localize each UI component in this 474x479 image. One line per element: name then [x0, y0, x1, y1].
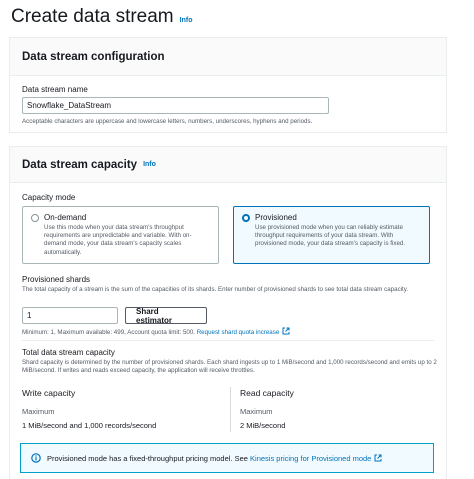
- write-capacity-value: 1 MiB/second and 1,000 records/second: [22, 421, 157, 430]
- write-capacity-title: Write capacity: [22, 388, 76, 398]
- config-panel-header: [10, 38, 446, 76]
- provisioned-tile[interactable]: [233, 206, 430, 264]
- read-capacity-title: Read capacity: [240, 388, 294, 398]
- page-title: Create data stream: [11, 6, 174, 27]
- capacity-info-link[interactable]: Info: [143, 161, 156, 168]
- total-capacity-title: Total data stream capacity: [22, 348, 115, 357]
- capacity-panel: [9, 146, 447, 479]
- kinesis-pricing-link[interactable]: Kinesis pricing for Provisioned mode: [250, 453, 372, 463]
- write-capacity-label: Maximum: [22, 407, 55, 416]
- section-divider: [22, 340, 434, 341]
- total-capacity-description: Shard capacity is determined by the number of provisioned shards. Each shard ingests up to 1 MiB/second and 1,000 records/second and emits up to 2 MiB/second. If writes and reads exceed capacity, the application will receive throttles.: [22, 359, 437, 375]
- on-demand-description: Use this mode when your data stream's throughput requirements are unpredictable and variable. With on-demand mode, your data stream's capacity scales automatically.: [44, 224, 192, 256]
- info-icon: [31, 453, 41, 463]
- on-demand-title: On-demand: [44, 213, 87, 222]
- provisioned-title: Provisioned: [255, 213, 297, 222]
- external-link-icon: [374, 454, 382, 462]
- stream-name-label: Data stream name: [22, 85, 88, 94]
- page-header: [11, 6, 192, 28]
- external-link-icon: [282, 327, 290, 335]
- pricing-info-text: [47, 454, 382, 463]
- on-demand-tile[interactable]: [22, 206, 219, 264]
- capacity-panel-title: Data stream capacity: [22, 158, 138, 171]
- shards-label: Provisioned shards: [22, 275, 91, 284]
- config-panel-title: Data stream configuration: [22, 50, 165, 63]
- stream-name-hint: Acceptable characters are uppercase and lowercase letters, numbers, underscores, hyphens and periods.: [22, 118, 313, 125]
- capacity-panel-header: [10, 147, 446, 183]
- on-demand-radio[interactable]: [31, 214, 39, 222]
- read-capacity-value: 2 MiB/second: [240, 421, 286, 430]
- pricing-info-message: Provisioned mode has a fixed-throughput pricing model. See: [47, 453, 248, 463]
- shards-input[interactable]: 1: [22, 307, 118, 324]
- shard-estimator-button[interactable]: Shard estimator: [125, 307, 207, 324]
- pricing-info-alert: [20, 443, 434, 473]
- shards-hint-text: Minimum: 1, Maximum available: 499, Account quota limit: 500.: [22, 329, 195, 336]
- provisioned-description: Use provisioned mode when you can reliably estimate throughput requirements of your data stream. With provisioned mode, your data stream's capacity is fixed.: [255, 224, 406, 248]
- config-panel: [9, 37, 447, 133]
- capacity-column-divider: [230, 387, 231, 432]
- provisioned-radio[interactable]: [242, 214, 250, 222]
- shards-hint: [22, 327, 290, 337]
- page-info-link[interactable]: Info: [179, 17, 193, 24]
- capacity-mode-label: Capacity mode: [22, 193, 76, 202]
- read-capacity-label: Maximum: [240, 407, 273, 416]
- quota-increase-link[interactable]: Request shard quota increase: [196, 329, 280, 336]
- stream-name-input[interactable]: Snowflake_DataStream: [22, 97, 329, 114]
- shards-description: The total capacity of a stream is the sum of the capacities of its shards. Enter number of provisioned shards to see total data stream capacity.: [22, 286, 409, 293]
